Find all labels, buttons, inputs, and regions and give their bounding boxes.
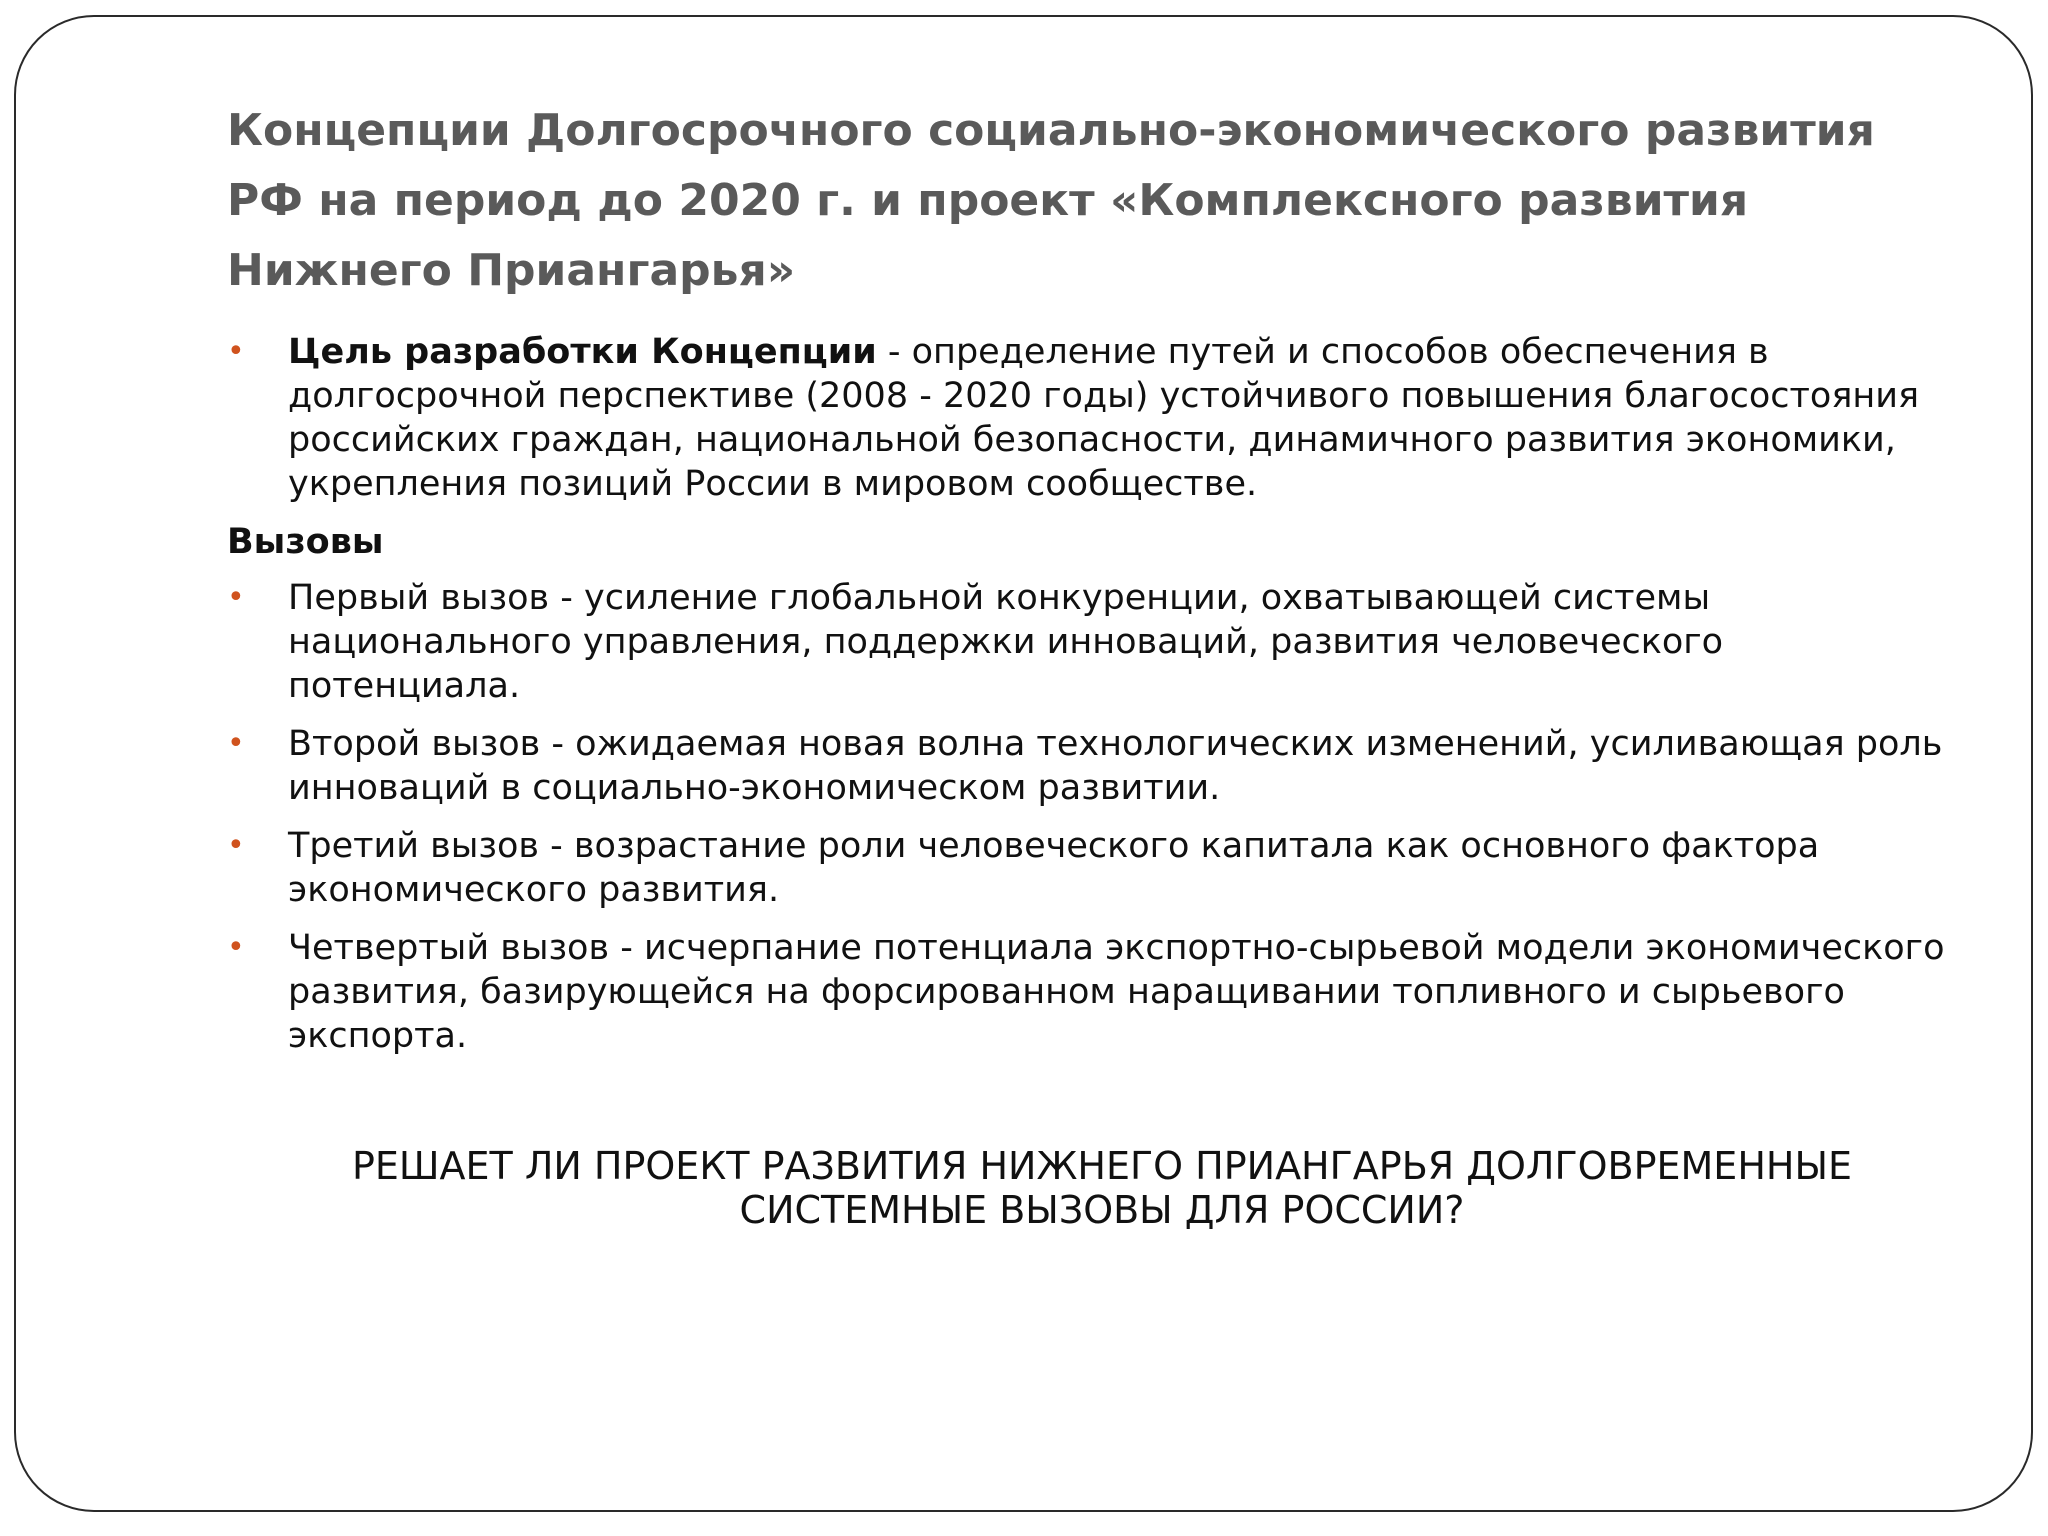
bullet-dot-icon: • xyxy=(227,828,245,863)
challenge-text: Первый вызов - усиление глобальной конкуренции, охватывающей системы национального управления, поддержки инноваций, развития человеческого потенциала. xyxy=(288,578,1724,706)
challenge-item-3 xyxy=(227,824,1947,912)
slide-title: Концепции Долгосрочного социально-экономического развития РФ на период до 2020 г. и проект «Комплексного развития Нижнего Приангарья» xyxy=(227,105,1875,296)
goal-label: Цель разработки Концепции xyxy=(288,332,877,372)
slide-content xyxy=(227,330,1947,1072)
challenge-item-1 xyxy=(227,576,1947,708)
bullet-dot-icon: • xyxy=(227,580,245,615)
bullet-dot-icon: • xyxy=(227,334,245,369)
goal-text: - определение путей и способов обеспечения в долгосрочной перспективе (2008 - 2020 годы) устойчивого повышения благосостояния российских граждан, национальной безопасности, динамичного развития экономики, укрепления позиций России в мировом сообществе. xyxy=(288,332,1920,504)
closing-question: РЕШАЕТ ЛИ ПРОЕКТ РАЗВИТИЯ НИЖНЕГО ПРИАНГАРЬЯ ДОЛГОВРЕМЕННЫЕ СИСТЕМНЫЕ ВЫЗОВЫ ДЛЯ РОССИИ? xyxy=(351,1144,1853,1232)
bullet-dot-icon: • xyxy=(227,726,245,761)
bullet-dot-icon: • xyxy=(227,930,245,965)
challenge-text: Второй вызов - ожидаемая новая волна технологических изменений, усиливающая роль инноваций в социально-экономическом развитии. xyxy=(288,724,1943,808)
challenge-text: Третий вызов - возрастание роли человеческого капитала как основного фактора экономического развития. xyxy=(288,826,1820,910)
goal-bullet xyxy=(227,330,1947,506)
challenges-heading: Вызовы xyxy=(227,522,384,562)
challenge-item-2 xyxy=(227,722,1947,810)
challenge-item-4 xyxy=(227,926,1947,1058)
challenge-text: Четвертый вызов - исчерпание потенциала экспортно-сырьевой модели экономического развития, базирующейся на форсированном наращивании топливного и сырьевого экспорта. xyxy=(288,928,1945,1056)
